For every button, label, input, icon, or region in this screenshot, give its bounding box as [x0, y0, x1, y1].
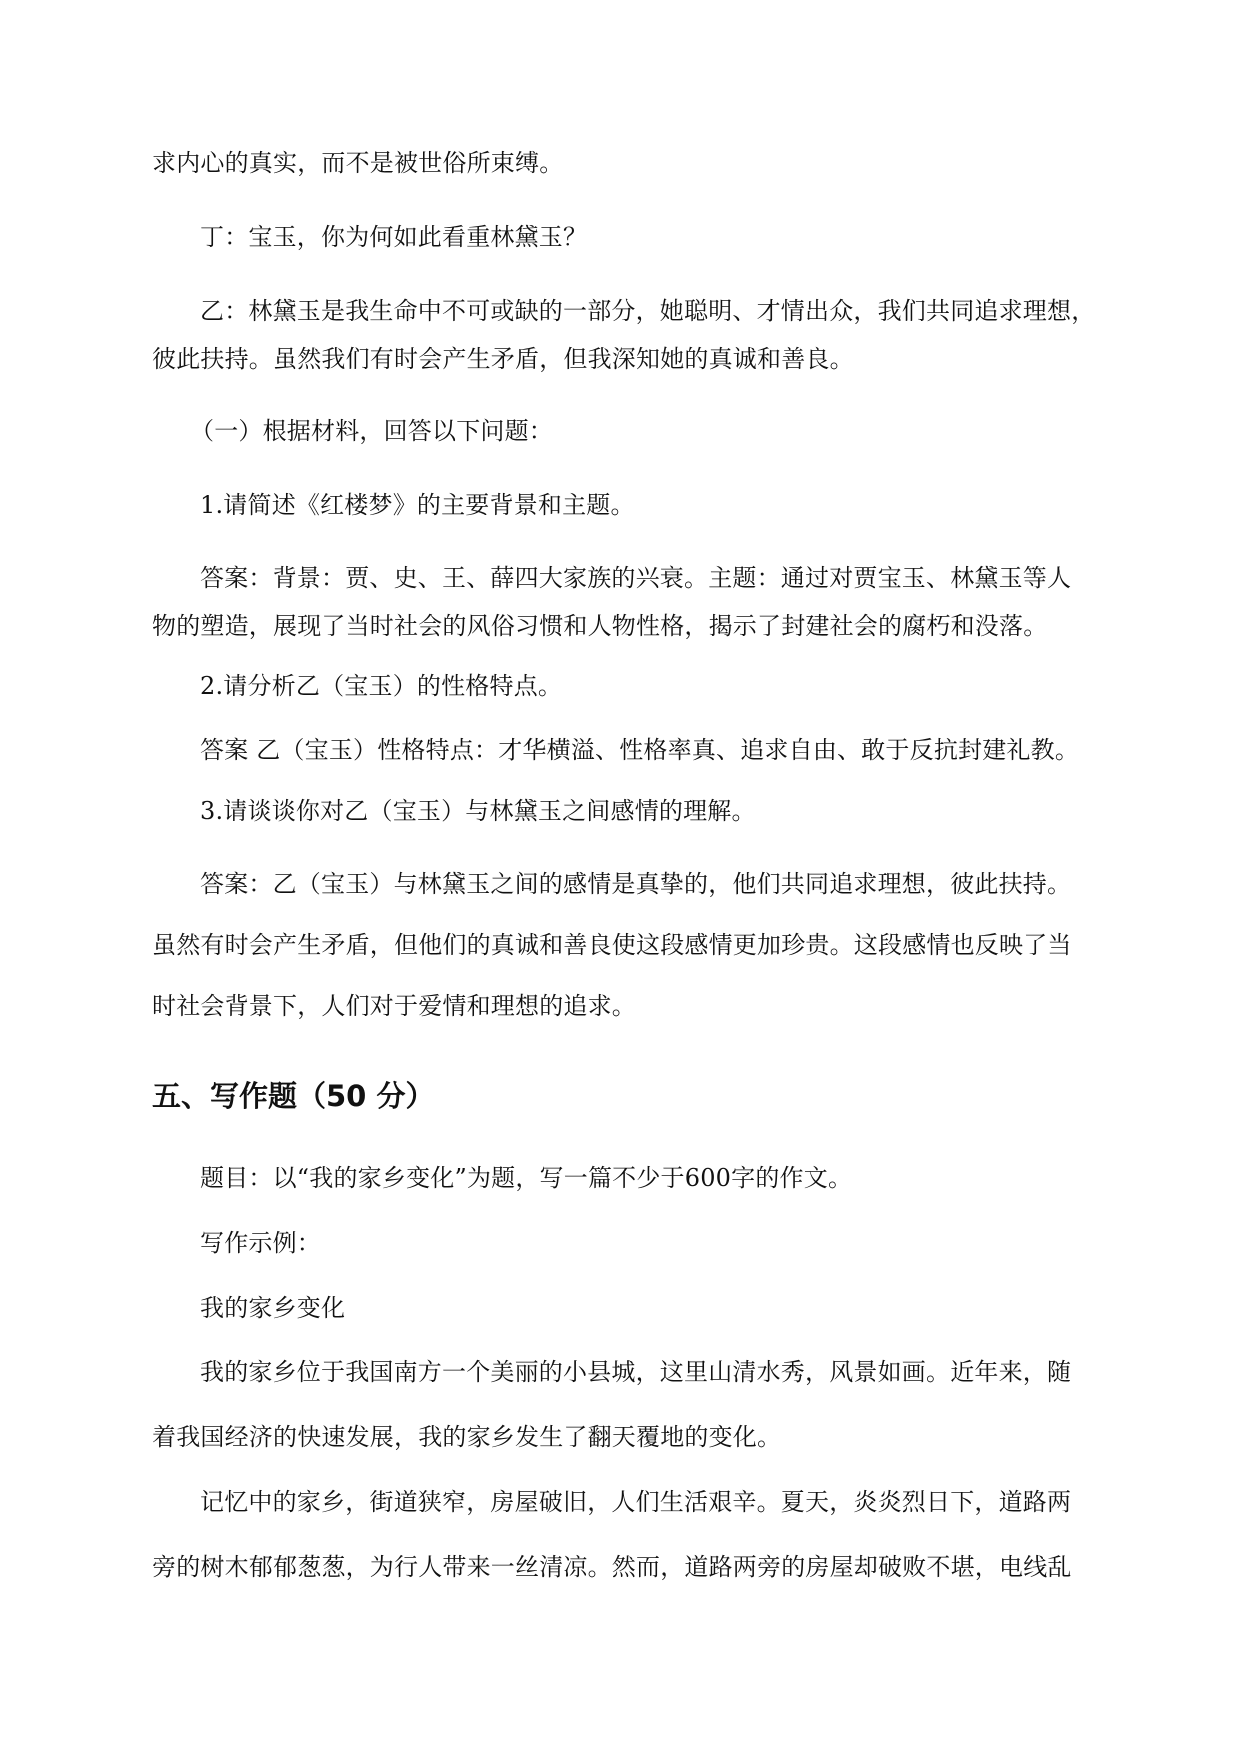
text-line: （一）根据材料，回答以下问题： [190, 417, 553, 445]
text-line: 乙：林黛玉是我生命中不可或缺的一部分，她聪明、才情出众，我们共同追求理想， [200, 297, 1096, 325]
text-line: 丁：宝玉，你为何如此看重林黛玉？ [200, 223, 588, 251]
essay-title: 我的家乡变化 [200, 1294, 346, 1322]
text-line: 2.请分析乙（宝玉）的性格特点。 [200, 672, 563, 700]
text-line: 虽然有时会产生矛盾，但他们的真诚和善良使这段感情更加珍贵。这段感情也反映了当 [152, 931, 1072, 959]
text-line: 1.请简述《红楼梦》的主要背景和主题。 [200, 491, 635, 519]
text-line: 求内心的真实，而不是被世俗所束缚。 [152, 149, 564, 177]
text-line: 3.请谈谈你对乙（宝玉）与林黛玉之间感情的理解。 [200, 797, 756, 825]
text-line: 答案：乙（宝玉）与林黛玉之间的感情是真挚的，他们共同追求理想，彼此扶持。 [200, 870, 1072, 898]
text-line: 题目：以“我的家乡变化”为题，写一篇不少于600字的作文。 [200, 1164, 853, 1192]
text-line: 记忆中的家乡，街道狭窄，房屋破旧，人们生活艰辛。夏天，炎炎烈日下，道路两 [200, 1488, 1072, 1516]
text-line: 答案：背景：贾、史、王、薛四大家族的兴衰。主题：通过对贾宝玉、林黛玉等人 [200, 564, 1072, 592]
text-line: 时社会背景下，人们对于爱情和理想的追求。 [152, 992, 636, 1020]
text-line: 写作示例： [200, 1229, 321, 1257]
section-heading: 五、写作题（50 分） [152, 1079, 435, 1113]
text-line: 着我国经济的快速发展，我的家乡发生了翻天覆地的变化。 [152, 1423, 782, 1451]
text-line: 答案 乙（宝玉）性格特点：才华横溢、性格率真、追求自由、敢于反抗封建礼教。 [200, 736, 1080, 764]
text-line: 我的家乡位于我国南方一个美丽的小县城，这里山清水秀，风景如画。近年来，随 [200, 1358, 1072, 1386]
text-line: 旁的树木郁郁葱葱，为行人带来一丝清凉。然而，道路两旁的房屋却破败不堪，电线乱 [152, 1553, 1072, 1581]
text-line: 彼此扶持。虽然我们有时会产生矛盾，但我深知她的真诚和善良。 [152, 345, 854, 373]
text-line: 物的塑造，展现了当时社会的风俗习惯和人物性格，揭示了封建社会的腐朽和没落。 [152, 612, 1048, 640]
